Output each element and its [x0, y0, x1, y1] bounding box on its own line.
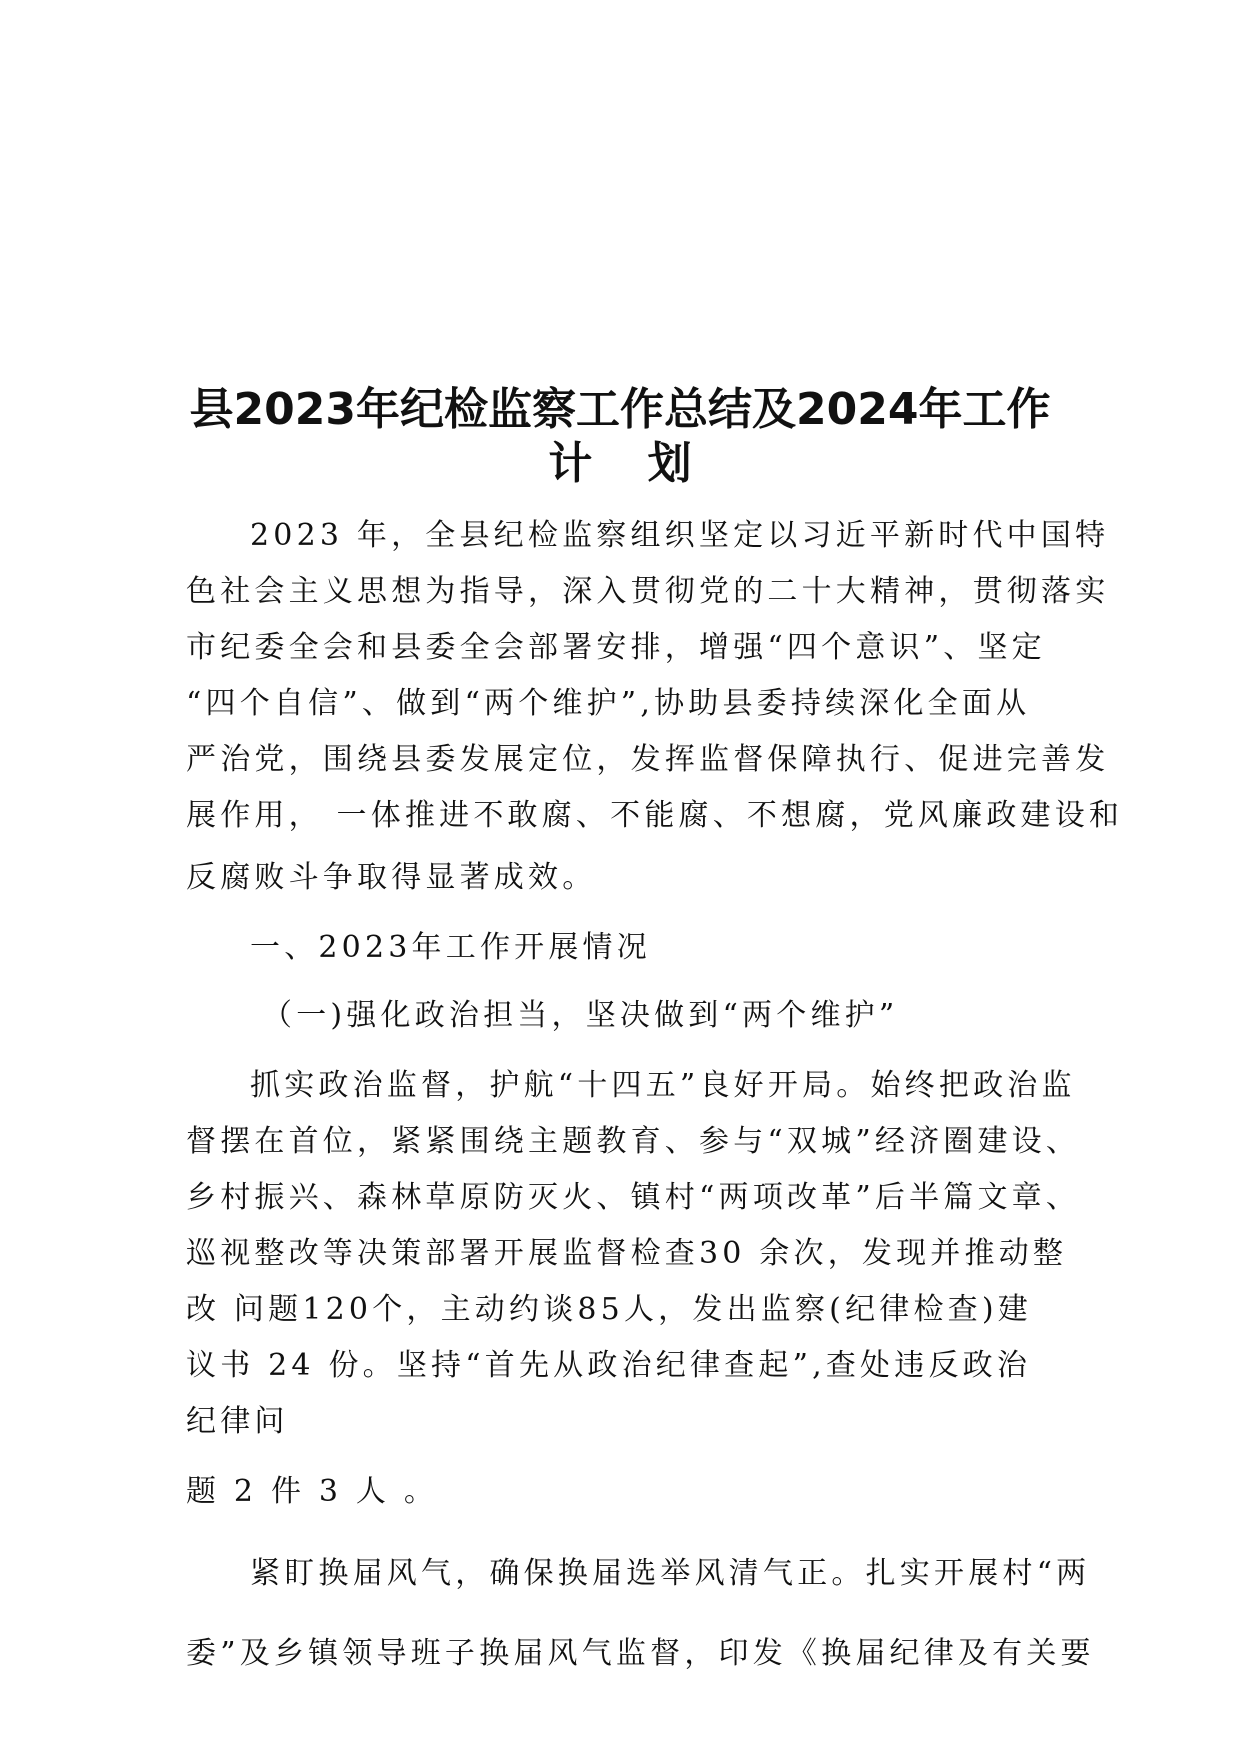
- intro-line-6: 展作用， 一体推进不敢腐、不能腐、不想腐，党风廉政建设和: [186, 798, 1124, 833]
- document-title-line-1: 县2023年纪检监察工作总结及2024年工作: [189, 384, 1051, 435]
- paragraph2-line-1: 紧盯换届风气，确保换届选举风清气正。扎实开展村“两: [250, 1556, 1091, 1591]
- intro-line-5: 严治党，围绕县委发展定位，发挥监督保障执行、促进完善发: [186, 742, 1110, 777]
- document-title-line-2: 计 划: [548, 438, 712, 489]
- paragraph1-line-2: 督摆在首位，紧紧围绕主题教育、参与“双城”经济圈建设、: [186, 1124, 1081, 1159]
- intro-line-7: 反腐败斗争取得显著成效。: [186, 860, 597, 895]
- intro-line-3: 市纪委全会和县委全会部署安排，增强“四个意识”、坚定: [186, 630, 1046, 665]
- paragraph1-line-3: 乡村振兴、森林草原防灭火、镇村“两项改革”后半篇文章、: [186, 1180, 1081, 1215]
- intro-line-2: 色社会主义思想为指导，深入贯彻党的二十大精神，贯彻落实: [186, 574, 1110, 609]
- paragraph1-line-4: 巡视整改等决策部署开展监督检查30 余次，发现并推动整: [186, 1236, 1068, 1271]
- paragraph1-line-7: 纪律问: [186, 1404, 289, 1439]
- subsection-heading: （一)强化政治担当，坚决做到“两个维护”: [262, 998, 899, 1033]
- paragraph1-line-5: 改 问题120个，主动约谈85人，发出监察(纪律检查)建: [186, 1292, 1032, 1327]
- paragraph2-line-2: 委”及乡镇领导班子换届风气监督，印发《换届纪律及有关要: [186, 1636, 1095, 1671]
- intro-line-1: 2023 年，全县纪检监察组织坚定以习近平新时代中国特: [250, 518, 1110, 553]
- paragraph1-line-8: 题 2 件 3 人 。: [186, 1474, 439, 1509]
- intro-line-4: “四个自信”、做到“两个维护”,协助县委持续深化全面从: [186, 686, 1031, 721]
- paragraph1-line-6: 议书 24 份。坚持“首先从政治纪律查起”,查处违反政治: [186, 1348, 1032, 1383]
- paragraph1-line-1: 抓实政治监督，护航“十四五”良好开局。始终把政治监: [250, 1068, 1076, 1103]
- section-heading: 一、2023年工作开展情况: [250, 930, 651, 965]
